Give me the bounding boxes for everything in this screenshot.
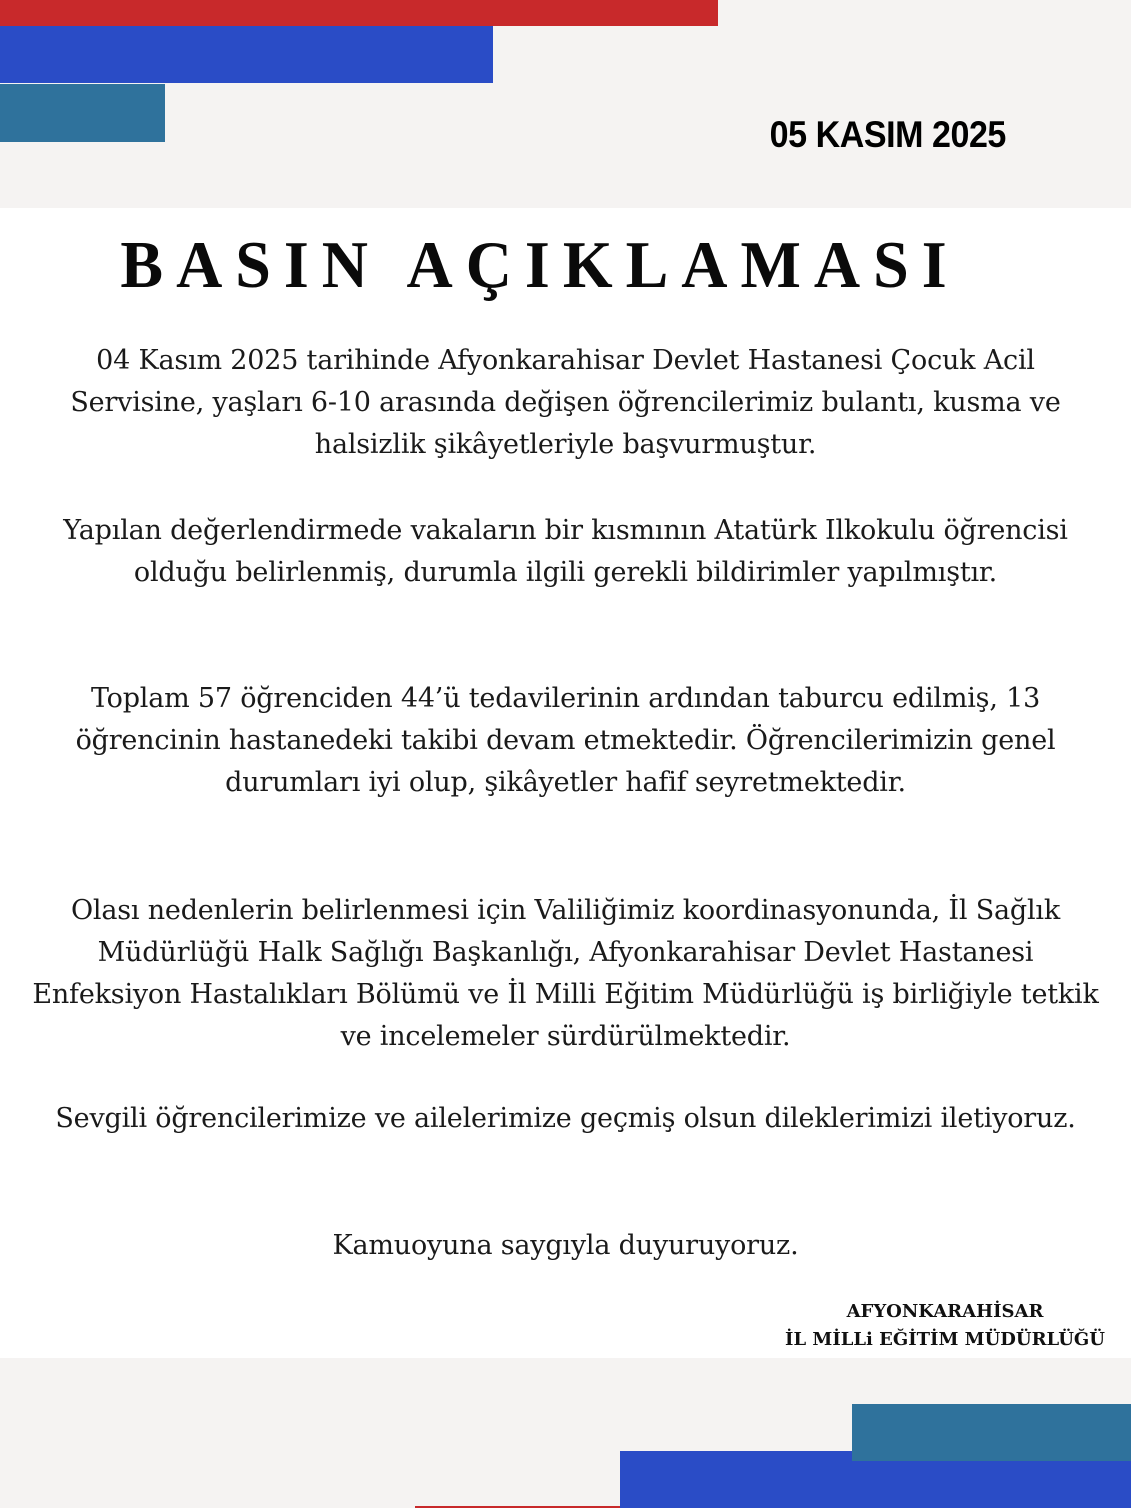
decorative-teal-bar-top — [0, 84, 165, 142]
paragraph-closing: Kamuoyuna saygıyla duyuruyoruz. — [332, 1230, 799, 1261]
paragraph-investigation: Olası nedenlerin belirlenmesi için Valiliğimiz koordinasyonunda, İl Sağlık Müdürlüğü Halk Sağlığı Başkanlığı, Afyonkarahisar Devlet Hastanesi Enfeksiyon Hastalıkları Bölümü ve İl Milli Eğitim Müdürlüğü iş birliğiyle tetkik ve incelemeler sürdürülmektedir. — [32, 895, 1099, 1052]
document-date: 05 KASIM 2025 — [769, 114, 1006, 155]
decorative-red-bar-top — [0, 0, 718, 26]
signature-city: AFYONKARAHİSAR — [846, 1301, 1044, 1322]
paragraph-status: Toplam 57 öğrenciden 44’ü tedavilerinin ardından taburcu edilmiş, 13 öğrencinin hastanedeki takibi devam etmektedir. Öğrencilerimizin genel durumları iyi olup, şikâyetler hafif seyretmektedir. — [75, 683, 1056, 798]
document-title: BASIN AÇIKLAMASI — [120, 227, 960, 302]
signature-institution: İL MİLLi EĞİTİM MÜDÜRLÜĞÜ — [785, 1329, 1105, 1350]
paragraph-wishes: Sevgili öğrencilerimize ve ailelerimize geçmiş olsun dileklerimizi iletiyoruz. — [55, 1103, 1076, 1134]
paragraph-incident: 04 Kasım 2025 tarihinde Afyonkarahisar Devlet Hastanesi Çocuk Acil Servisine, yaşları 6-10 arasında değişen öğrencilerimiz bulantı, kusma ve halsizlik şikâyetleriyle başvurmuştur. — [70, 345, 1061, 460]
signature-block — [785, 1298, 1105, 1354]
decorative-teal-bar-bottom — [852, 1404, 1131, 1461]
decorative-blue-bar-top — [0, 26, 493, 83]
paragraph-assessment: Yapılan değerlendirmede vakaların bir kısmının Atatürk Ilkokulu öğrencisi olduğu belirlenmiş, durumla ilgili gerekli bildirimler yapılmıştır. — [63, 515, 1068, 588]
